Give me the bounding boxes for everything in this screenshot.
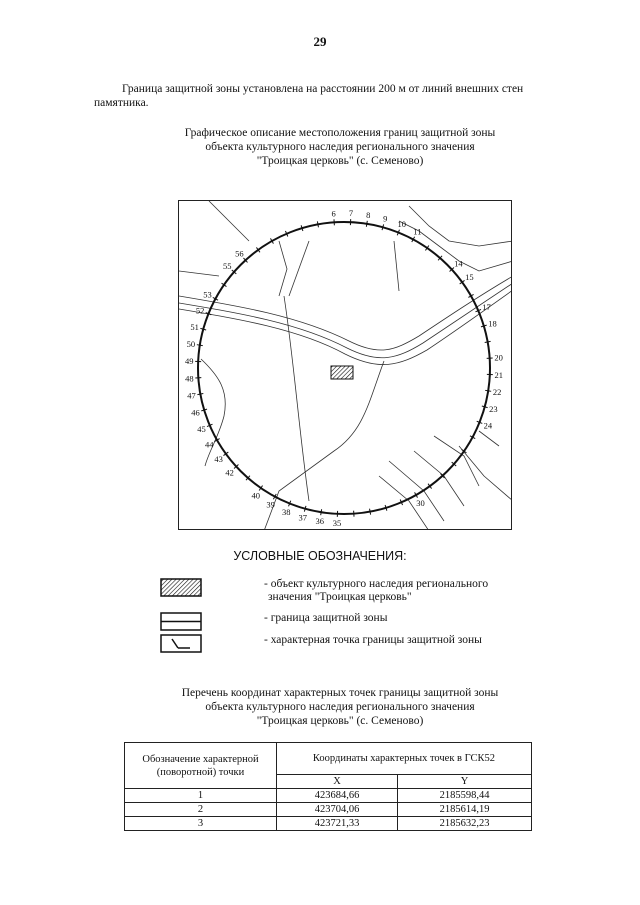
legend-item-point: [160, 634, 560, 656]
hatched-swatch-icon: [160, 578, 202, 597]
boundary-point-label: 20: [494, 352, 503, 363]
monument-object: [331, 366, 353, 379]
legend-monument-line-2: значения "Троицкая церковь": [268, 591, 412, 603]
boundary-point-tick: [197, 394, 203, 395]
boundary-point-label: 55: [223, 261, 232, 271]
boundary-point-label: 17: [482, 302, 491, 313]
boundary-point-label: 24: [483, 420, 493, 431]
boundary-point-label: 36: [315, 516, 325, 527]
cell-point: 2: [125, 803, 277, 817]
boundary-point-label: 11: [413, 226, 422, 237]
table-row: [125, 789, 532, 803]
header-point: Обозначение характерной (поворотной) точки: [125, 743, 277, 789]
header-x: X: [277, 775, 398, 789]
boundary-point-label: 10: [397, 219, 406, 230]
cell-point: 1: [125, 789, 277, 803]
coordinates-table: [124, 742, 532, 831]
intro-paragraph: [94, 82, 600, 110]
graphic-title-line-2: объекта культурного наследия регионального значения: [205, 141, 475, 153]
boundary-point-label: 6: [331, 208, 336, 219]
coords-title-line-1: Перечень координат характерных точек границы защитной зоны: [181, 687, 499, 699]
legend-item-monument: [160, 578, 560, 603]
cell-x: 423684,66: [277, 789, 398, 803]
coords-title-line-3: "Троицкая церковь" (с. Семеново): [256, 715, 424, 727]
boundary-point-label: 43: [214, 454, 223, 465]
boundary-point-label: 18: [488, 318, 497, 329]
boundary-point-label: 38: [282, 506, 291, 517]
graphic-title-line-1: Графическое описание местоположения границ защитной зоны: [184, 127, 496, 139]
legend-item-boundary: [160, 612, 560, 634]
table-row: [125, 817, 532, 831]
boundary-point-label: 52: [195, 305, 205, 316]
boundary-point-tick: [485, 341, 491, 342]
boundary-point-label: 42: [225, 467, 234, 478]
header-coordinates: Координаты характерных точек в ГСК52: [277, 743, 532, 775]
boundary-point-label: 50: [186, 338, 196, 349]
header-y: Y: [398, 775, 532, 789]
boundary-point-label: 30: [416, 497, 425, 508]
boundary-point-label: 39: [266, 499, 275, 510]
boundary-point-tick: [197, 345, 203, 346]
boundary-point-label: 21: [494, 370, 504, 380]
boundary-point-tick: [370, 509, 371, 515]
boundary-line-swatch-icon: [160, 612, 202, 631]
cell-x: 423704,06: [277, 803, 398, 817]
boundary-point-label: 49: [184, 356, 194, 366]
boundary-point-label: 37: [298, 512, 308, 523]
boundary-point-label: 8: [366, 209, 371, 220]
graphic-description-title: [140, 126, 540, 168]
intro-line-1: Граница защитной зоны установлена на расстоянии 200 м от линий внешних стен: [122, 83, 524, 95]
boundary-point-tick: [317, 221, 318, 227]
cell-y: 2185632,23: [398, 817, 532, 831]
boundary-point-label: 40: [251, 490, 260, 501]
boundary-point-label: 47: [187, 390, 196, 401]
legend-monument-line-1: - объект культурного наследия регионального: [264, 578, 489, 590]
boundary-point-label: 22: [492, 387, 502, 398]
cell-y: 2185598,44: [398, 789, 532, 803]
point-marker-swatch-icon: [160, 634, 202, 653]
legend-boundary-label: - граница защитной зоны: [264, 612, 388, 624]
boundary-point-tick: [321, 509, 322, 515]
boundary-point-label: 9: [383, 213, 388, 224]
boundary-point-label: 44: [204, 439, 214, 450]
cell-y: 2185614,19: [398, 803, 532, 817]
graphic-title-line-3: "Троицкая церковь" (с. Семеново): [256, 155, 424, 167]
boundary-point-label: 7: [348, 208, 354, 219]
boundary-point-label: 53: [203, 289, 212, 300]
boundary-point-tick: [485, 390, 491, 391]
page-number: 29: [313, 34, 327, 49]
boundary-point-tick: [366, 221, 367, 227]
boundary-point-label: 56: [235, 248, 244, 259]
cell-x: 423721,33: [277, 817, 398, 831]
boundary-point-label: 14: [454, 258, 463, 269]
boundary-point-label: 23: [489, 404, 498, 415]
cell-point: 3: [125, 817, 277, 831]
legend-heading: УСЛОВНЫЕ ОБОЗНАЧЕНИЯ:: [233, 549, 407, 563]
boundary-point-label: 46: [191, 407, 200, 418]
boundary-point-label: 35: [332, 517, 342, 528]
intro-line-2: памятника.: [94, 97, 149, 109]
boundary-point-label: 51: [190, 321, 199, 332]
boundary-point-label: 48: [185, 373, 194, 384]
coordinates-title: [140, 686, 540, 728]
table-row: [125, 803, 532, 817]
legend-point-label: - характерная точка границы защитной зоны: [264, 634, 482, 646]
zone-map: [178, 200, 512, 530]
coords-title-line-2: объекта культурного наследия регионального значения: [205, 701, 475, 713]
boundary-point-label: 15: [465, 271, 474, 282]
zone-map-drawing: [179, 201, 512, 530]
boundary-point-label: 45: [197, 423, 206, 434]
